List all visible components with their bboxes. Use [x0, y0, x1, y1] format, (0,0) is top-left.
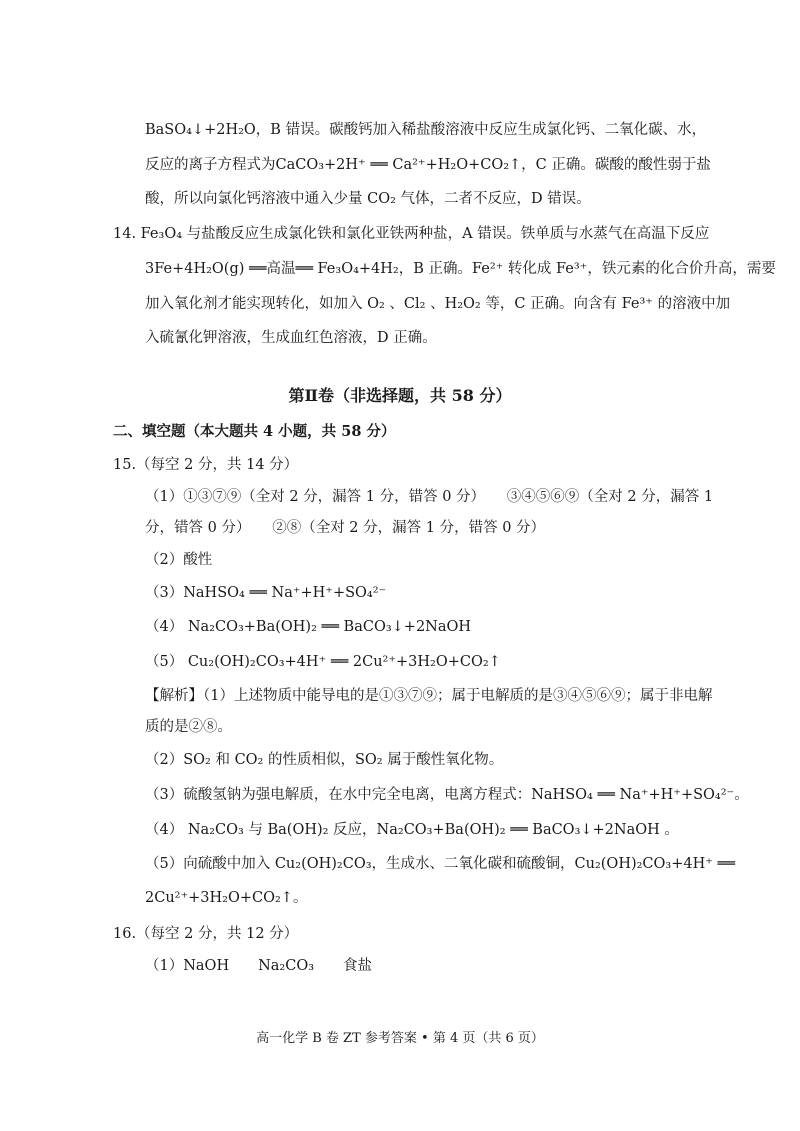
question-header: 15.（每空 2 分，共 14 分） [113, 457, 299, 473]
text-line: 3Fe+4H₂O(g) ══高温══ Fe₃O₄+4H₂，B 正确。Fe²⁺ 转化成 Fe³⁺，铁元素的化合价升高，需要 [145, 261, 776, 277]
text-line: 分，错答 0 分） ②⑧（全对 2 分，漏答 1 分，错答 0 分） [145, 520, 546, 536]
text-line: （4） Na₂CO₃ 与 Ba(OH)₂ 反应，Na₂CO₃+Ba(OH)₂ ══ BaCO₃↓+2NaOH 。 [145, 822, 679, 838]
text-line: （3）NaHSO₄ ══ Na⁺+H⁺+SO₄²⁻ [145, 585, 387, 601]
text-line: 反应的离子方程式为CaCO₃+2H⁺ ══ Ca²⁺+H₂O+CO₂↑，C 正确。碳酸的酸性弱于盐 [145, 157, 711, 173]
text-line: 入硫氰化钾溶液，生成血红色溶液，D 正确。 [145, 330, 437, 346]
section-title: 第Ⅱ卷（非选择题，共 58 分） [288, 386, 512, 405]
text-line: （5） Cu₂(OH)₂CO₃+4H⁺ ══ 2Cu²⁺+3H₂O+CO₂↑ [145, 654, 501, 670]
analysis-line: 【解析】（1）上述物质中能导电的是①③⑦⑨；属于电解质的是③④⑤⑥⑨；属于非电解 [145, 688, 713, 704]
text-line: （1）NaOH Na₂CO₃ 食盐 [145, 958, 373, 974]
text-line: 2Cu²⁺+3H₂O+CO₂↑。 [145, 890, 308, 906]
text-line: （3）硫酸氢钠为强电解质，在水中完全电离，电离方程式：NaHSO₄ ══ Na⁺+H⁺+SO₄²⁻。 [145, 787, 749, 803]
question-header: 16.（每空 2 分，共 12 分） [113, 926, 299, 942]
text-line: 质的是②⑧。 [145, 719, 232, 735]
text-line: （2）酸性 [145, 552, 213, 568]
text-line: （4） Na₂CO₃+Ba(OH)₂ ══ BaCO₃↓+2NaOH [145, 619, 472, 635]
text-line: BaSO₄↓+2H₂O，B 错误。碳酸钙加入稀盐酸溶液中反应生成氯化钙、二氧化碳、水， [145, 122, 707, 138]
text-line: 14. Fe₃O₄ 与盐酸反应生成氯化铁和氯化亚铁两种盐，A 错误。铁单质与水蒸气在高温下反应 [113, 226, 710, 242]
text-line: （5）向硫酸中加入 Cu₂(OH)₂CO₃，生成水、二氧化碳和硫酸铜，Cu₂(OH)₂CO₃+4H⁺ ══ [145, 856, 735, 872]
text-line: 加入氧化剂才能实现转化，如加入 O₂ 、Cl₂ 、H₂O₂ 等，C 正确。向含有 Fe³⁺ 的溶液中加 [145, 296, 731, 312]
text-line: （2）SO₂ 和 CO₂ 的性质相似，SO₂ 属于酸性氧化物。 [145, 752, 504, 768]
section-heading: 二、填空题（本大题共 4 小题，共 58 分） [113, 423, 396, 440]
text-line: 酸，所以向氯化钙溶液中通入少量 CO₂ 气体，二者不反应，D 错误。 [145, 191, 591, 207]
page-footer: 高一化学 B 卷 ZT 参考答案 • 第 4 页（共 6 页） [256, 1031, 544, 1046]
text-line: （1）①③⑦⑨（全对 2 分，漏答 1 分，错答 0 分） ③④⑤⑥⑨（全对 2 分，漏答 1 [145, 489, 714, 505]
